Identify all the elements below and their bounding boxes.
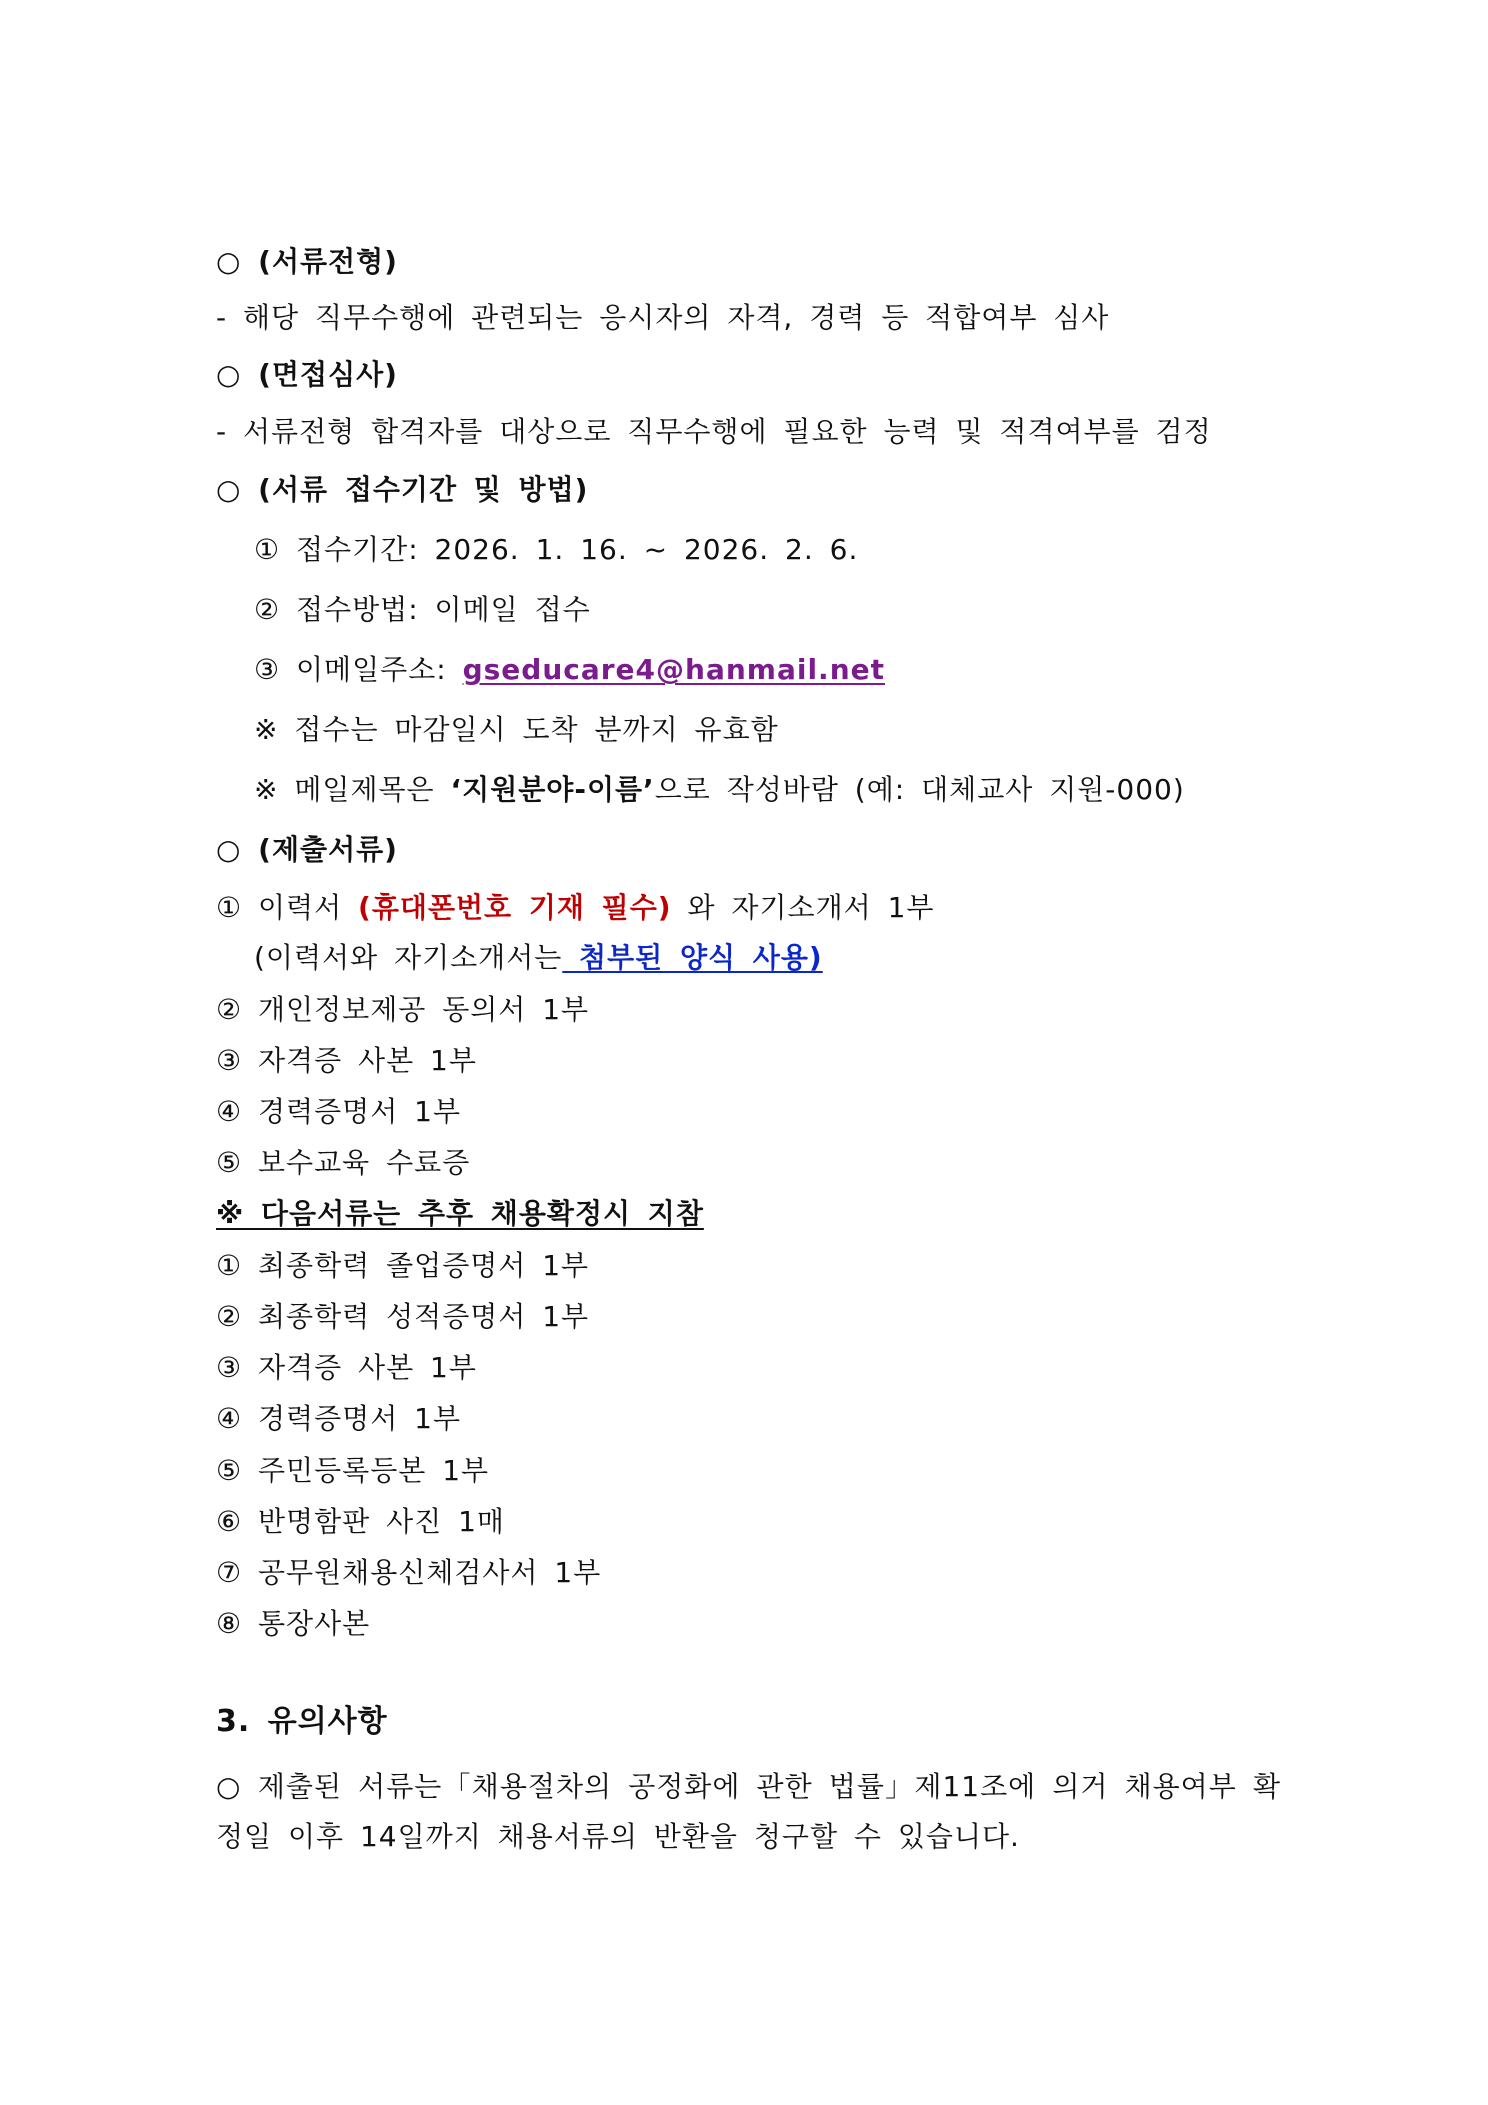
later-docs-item: ② 최종학력 성적증명서 1부 — [216, 1300, 590, 1333]
section-notes-paragraph: ○ 제출된 서류는「채용절차의 공정화에 관한 법률」제11조에 의거 채용여부 확정일 이후 14일까지 채용서류의 반환을 청구할 수 있습니다. — [216, 1770, 1281, 1853]
section-interview-title: ○ (면접심사) — [216, 358, 398, 391]
later-docs-title: ※ 다음서류는 추후 채용확정시 지참 — [216, 1197, 704, 1230]
documents-item: ⑤ 보수교육 수료증 — [216, 1146, 471, 1179]
item1-post: 와 자기소개서 1부 — [671, 891, 935, 924]
application-email-row — [254, 650, 885, 690]
application-period: ① 접수기간: 2026. 1. 16. ~ 2026. 2. 6. — [254, 533, 859, 566]
later-docs-item: ④ 경력증명서 1부 — [216, 1402, 462, 1435]
note-subject-pre: ※ 메일제목은 — [254, 773, 451, 806]
section-interview-desc: - 서류전형 합격자를 대상으로 직무수행에 필요한 능력 및 적격여부를 검정 — [216, 415, 1212, 448]
documents-item-1-sub — [254, 938, 823, 978]
documents-item: ③ 자격증 사본 1부 — [216, 1044, 477, 1077]
section-doc-screening-desc: - 해당 직무수행에 관련되는 응시자의 자격, 경력 등 적합여부 심사 — [216, 301, 1110, 334]
later-docs-item: ⑤ 주민등록등본 1부 — [216, 1454, 490, 1487]
later-docs-item: ⑦ 공무원채용신체검사서 1부 — [216, 1556, 602, 1589]
later-docs-item: ① 최종학력 졸업증명서 1부 — [216, 1249, 590, 1282]
application-method: ② 접수방법: 이메일 접수 — [254, 593, 591, 626]
later-docs-item: ③ 자격증 사본 1부 — [216, 1351, 477, 1384]
form-link[interactable]: 첨부된 양식 사용) — [562, 941, 823, 974]
application-note-subject — [254, 770, 1185, 810]
item1-required-note: (휴대폰번호 기재 필수) — [358, 891, 672, 924]
item1-pre: ① 이력서 — [216, 891, 359, 924]
item1-sub-pre: (이력서와 자기소개서는 — [254, 941, 563, 974]
documents-item: ④ 경력증명서 1부 — [216, 1095, 462, 1128]
note-subject-post: 으로 작성바람 (예: 대체교사 지원-000) — [654, 773, 1185, 806]
application-note-deadline: ※ 접수는 마감일시 도착 분까지 유효함 — [254, 713, 779, 746]
section-documents-title: ○ (제출서류) — [216, 833, 398, 866]
documents-item: ② 개인정보제공 동의서 1부 — [216, 993, 590, 1026]
email-label: ③ 이메일주소: — [254, 653, 463, 686]
later-docs-item: ⑧ 통장사본 — [216, 1607, 371, 1640]
section-notes-title: 3. 유의사항 — [216, 1704, 388, 1739]
later-docs-item: ⑥ 반명함판 사진 1매 — [216, 1505, 505, 1538]
note-subject-format: ‘지원분야-이름’ — [450, 773, 655, 806]
documents-item-1 — [216, 888, 934, 928]
email-link[interactable]: gseducare4@hanmail.net — [462, 653, 885, 686]
section-doc-screening-title: ○ (서류전형) — [216, 245, 398, 278]
section-application-title: ○ (서류 접수기간 및 방법) — [216, 473, 589, 506]
